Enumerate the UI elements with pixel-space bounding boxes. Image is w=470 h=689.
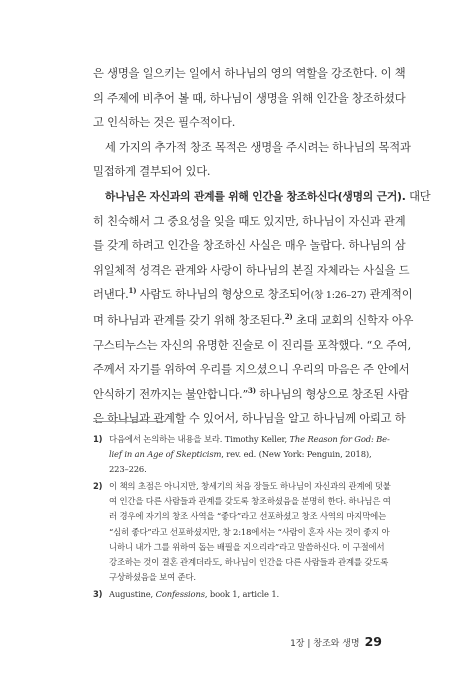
footnote-divider: [93, 421, 166, 422]
page-footer: [290, 634, 382, 649]
footnote-1: 1) 다음에서 논의하는 내용을 보라. Timothy Keller, The Reason for God: Be- lief in an Age of Skepticism, rev. ed. (New York: Penguin, 2018), 223–226.: [93, 434, 390, 475]
paragraph-1: 은 생명을 일으키는 일에서 하나님의 영의 역할을 강조한다. 이 책 의 주제에 비추어 볼 때, 하나님이 생명을 위해 인간을 창조하셨다 고 인식하는 것은 필수적이다.: [93, 67, 406, 130]
footnote-ref-1[interactable]: 1): [128, 286, 137, 296]
scripture-ref: (창 1:26–27): [310, 290, 367, 302]
footnote-ref-2[interactable]: 2): [284, 312, 293, 322]
footnote-ref-3[interactable]: 3): [248, 385, 256, 395]
running-footer-chapter: 1장 | 창조와 생명: [290, 639, 360, 649]
footnote-2: 2) 이 책의 초점은 아니지만, 창세기의 처음 장들도 하나님이 자신과의 관계에 덧붙 여 인간을 다른 사람들과 관계를 갖도록 창조하셨음을 분명히 한다. 하나님은 여 러 경우에 자기의 창조 사역을 “좋다”라고 선포하셨고 창조 사역의 마지막에는 “심히 좋다”라고 선포하셨지만, 창 2:18에서는 “사람이 혼자 사는 것이 좋지 아 니하니 내가 그를 위하여 돕는 배필을 지으리라”라고 말씀하신다. 이 구절에서 강조하는 것이 결혼 관계더라도, 하나님이 인간을 다른 사람들과 관계를 갖도록 구상하셨음을 보여 준다.: [93, 481, 391, 582]
section-heading-inline: 하나님은 자신과의 관계를 위해 인간을 창조하신다(생명의 근거).: [105, 189, 406, 203]
footnotes: [93, 432, 391, 604]
paragraph-3: 하나님은 자신과의 관계를 위해 인간을 창조하신다(생명의 근거). 대단 히 친숙해서 그 중요성을 잊을 때도 있지만, 하나님이 자신과 관계 를 갖게 하려고 인간을 창조하신 사실은 매우 놀랍다. 하나님의 삼 위일체적 성격은 관계와 사랑이 하나님의 본질 자체라는 사실을 드 러낸다.$^{1)}$ 사람도 하나님의 형상으로 창조되어(창 1:26–27) 관계적이 며 하나님과 관계를 갖기 위해 창조된다.$^{2)}$ 초대 교회의 신학자 아우 구스티누스는 자신의 유명한 진술로 이 진리를 포착했다. “오 주여, 주께서 자기를 위하여 우리를 지으셨으니 우리의 마음은 주 안에서 안식하기 전까지는 불안합니다.”$^{3)}$ 하나님의 형상으로 창조된 사람 은 하나님과 관계할 수 있어서, 하나님을 알고 하나님께 아뢰고 하: [93, 189, 431, 426]
page-number: 29: [364, 634, 382, 649]
main-text: [93, 62, 431, 432]
paragraph-2: 세 가지의 추가적 창조 목적은 생명을 주시려는 하나님의 목적과 밀접하게 결부되어 있다.: [93, 140, 411, 179]
footnote-3: 3) Augustine, Confessions, book 1, article 1.: [93, 588, 280, 599]
